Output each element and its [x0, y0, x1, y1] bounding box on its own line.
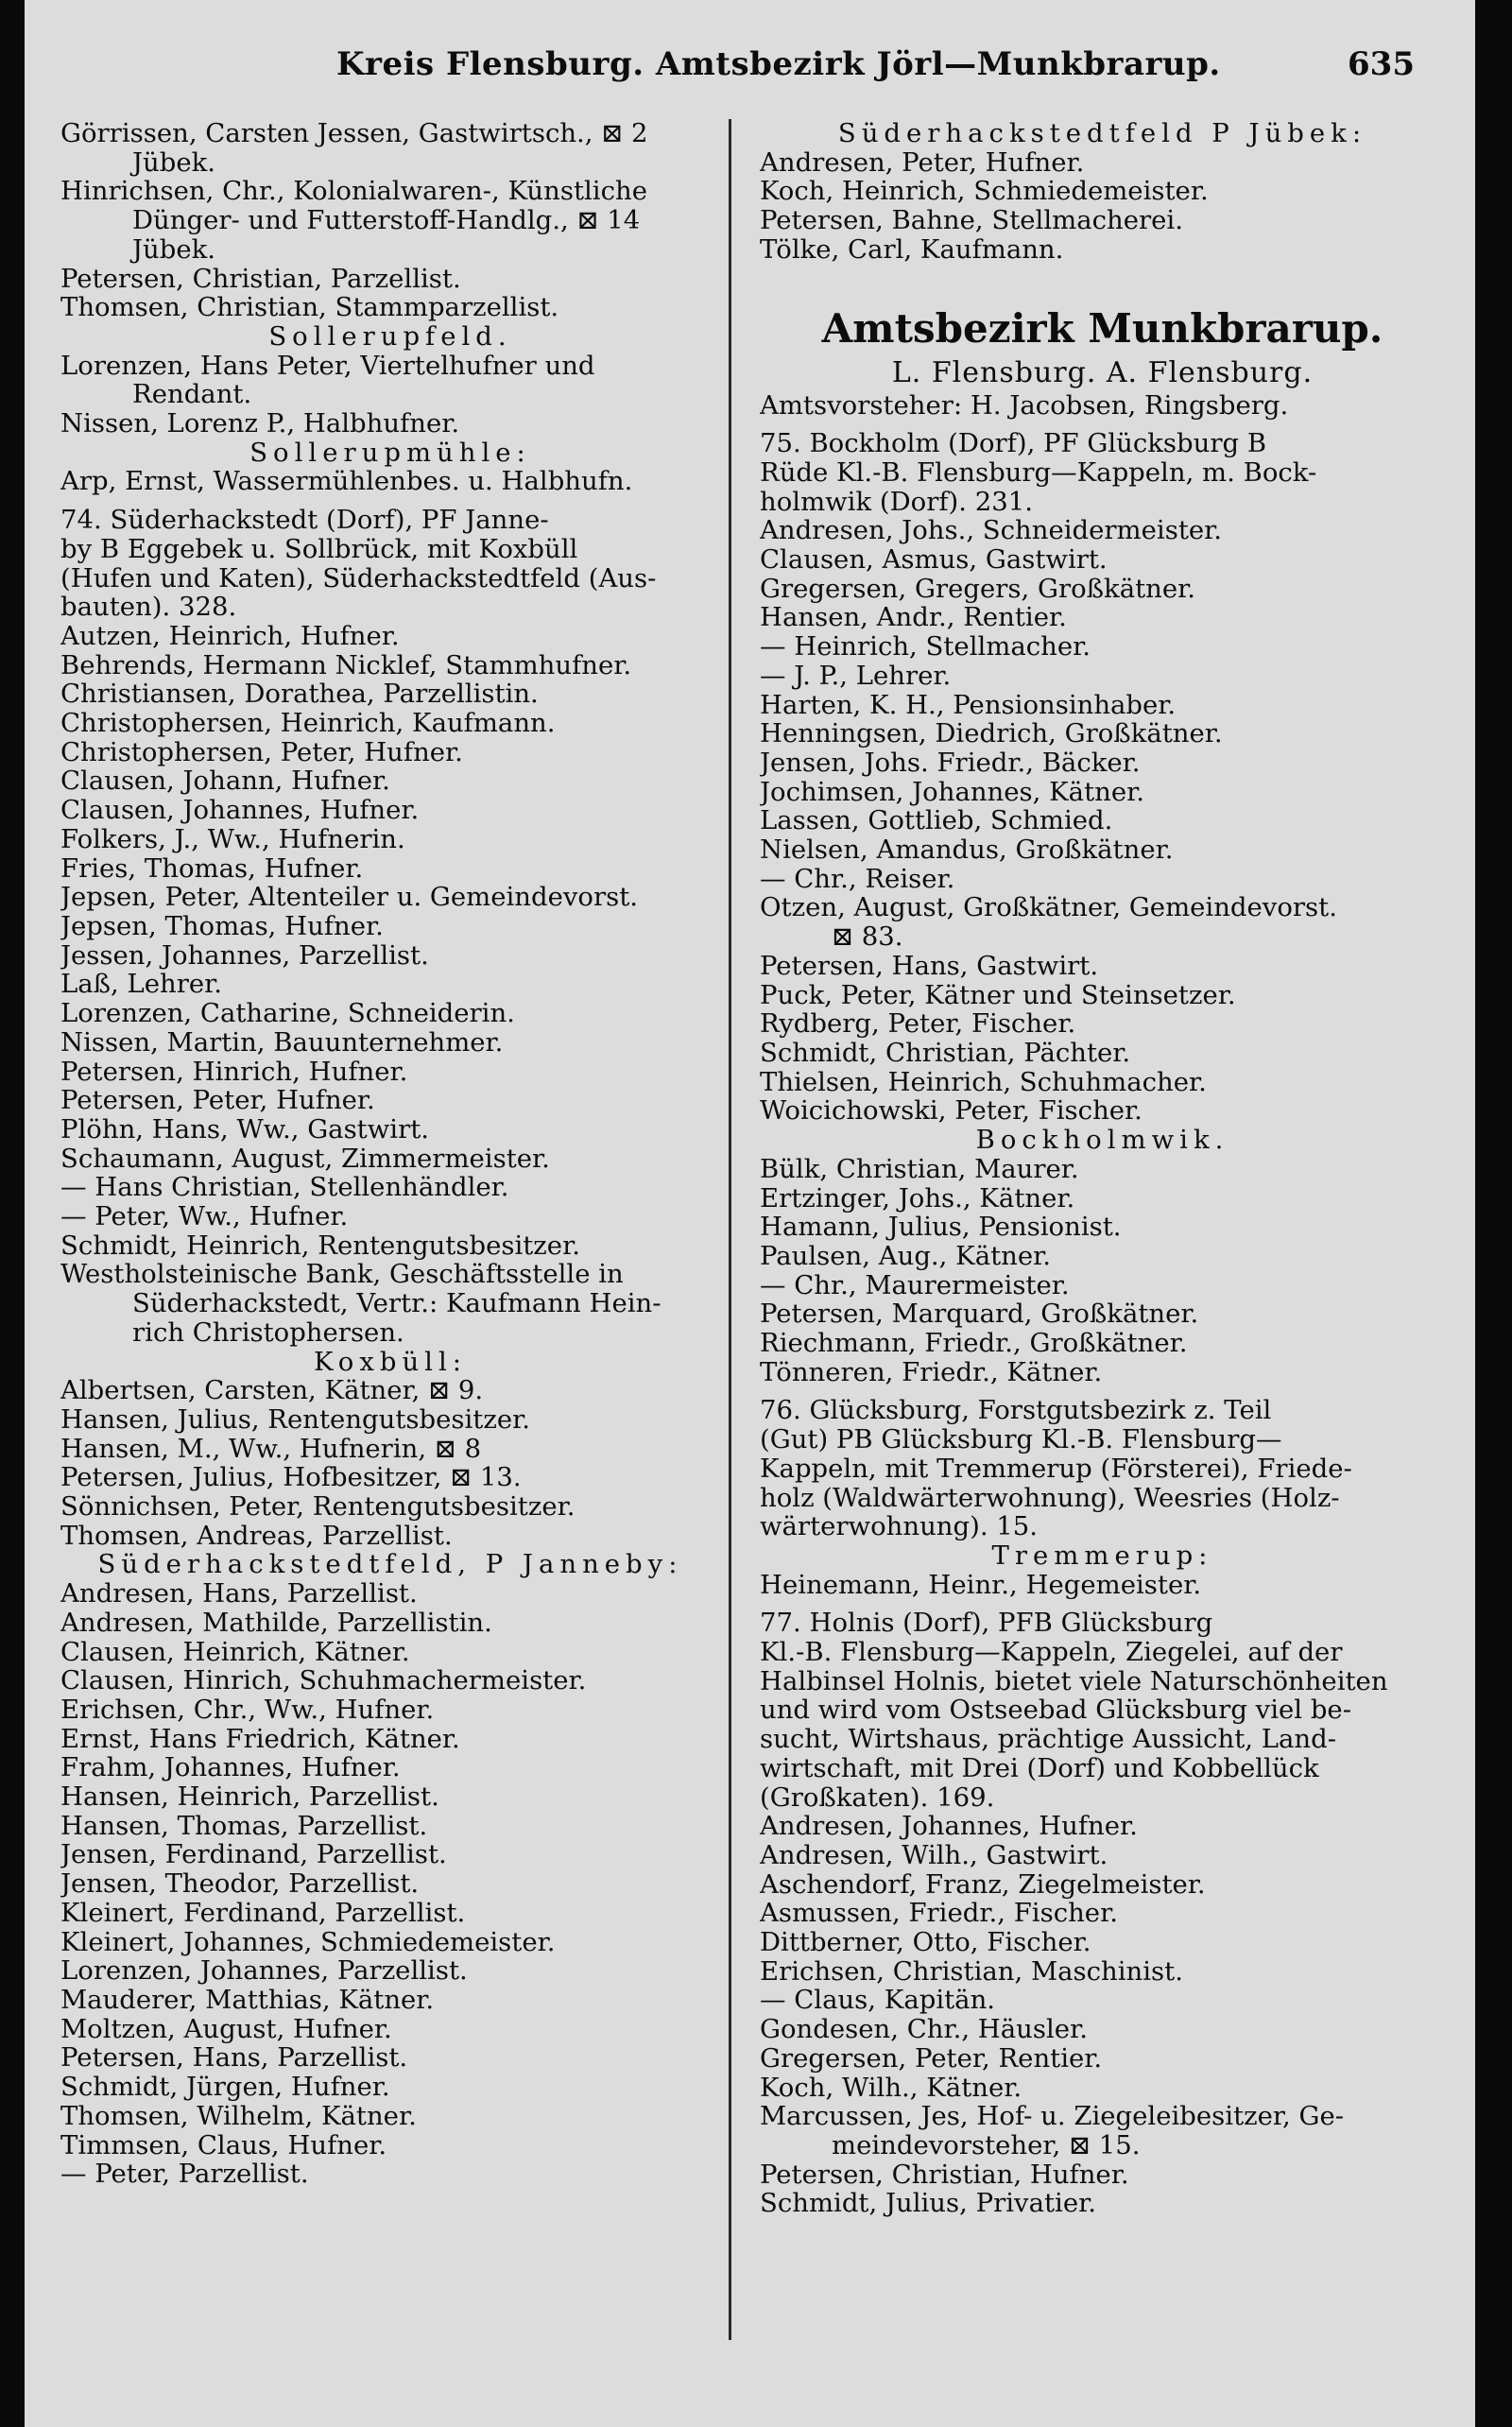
entry-line: Schaumann, August, Zimmermeister.	[60, 1144, 550, 1174]
entry-line: Harten, K. H., Pensionsinhaber.	[760, 690, 1177, 720]
district-subheading: L. Flensburg. A. Flensburg.	[891, 355, 1314, 389]
entry-line: Koch, Heinrich, Schmiedemeister.	[760, 177, 1209, 207]
entry-line: Arp, Ernst, Wassermühlenbes. u. Halbhufn.	[60, 467, 633, 497]
entry-line: Bülk, Christian, Maurer.	[760, 1154, 1079, 1184]
entry-line: ⊠ 83.	[832, 922, 903, 952]
entry-line: Ertzinger, Johs., Kätner.	[760, 1183, 1075, 1214]
entry-line: Petersen, Hans, Gastwirt.	[760, 951, 1099, 981]
spacer	[760, 1386, 1445, 1396]
entry-line: Folkers, J., Ww., Hufnerin.	[60, 824, 405, 854]
entry-line: Hansen, M., Ww., Hufnerin, ⊠ 8	[60, 1434, 482, 1464]
entry-line: Hinrichsen, Chr., Kolonialwaren-, Künstliche	[60, 177, 647, 207]
entry-line: Jensen, Ferdinand, Parzellist.	[60, 1840, 447, 1870]
page-number: 635	[1348, 45, 1415, 83]
entry-line: Thomsen, Wilhelm, Kätner.	[60, 2101, 417, 2131]
entry-line: — Heinrich, Stellmacher.	[760, 632, 1091, 662]
page-title: Kreis Flensburg. Amtsbezirk Jörl—Munkbrarup.	[336, 45, 1221, 83]
entry-line: Thomsen, Andreas, Parzellist.	[60, 1521, 453, 1551]
entry-line: Paulsen, Aug., Kätner.	[760, 1241, 1051, 1271]
entry-line: Tölke, Carl, Kaufmann.	[760, 234, 1064, 265]
entry-line: Rüde Kl.-B. Flensburg—Kappeln, m. Bock-	[760, 457, 1317, 488]
entry-line: Nielsen, Amandus, Großkätner.	[760, 835, 1174, 865]
entry-line: Tönneren, Friedr., Kätner.	[760, 1357, 1103, 1387]
entry-line: Lorenzen, Johannes, Parzellist.	[60, 1956, 468, 1986]
entry-line: Petersen, Christian, Parzellist.	[60, 264, 461, 294]
entry-line: Schmidt, Christian, Pächter.	[760, 1038, 1131, 1068]
spacer	[760, 420, 1445, 429]
entry-line: Hansen, Julius, Rentengutsbesitzer.	[60, 1404, 530, 1435]
entry-line: Hansen, Thomas, Parzellist.	[60, 1811, 428, 1841]
entry-line: — Peter, Ww., Hufner.	[60, 1202, 349, 1231]
entry-line: Kappeln, mit Tremmerup (Försterei), Friede-	[760, 1454, 1352, 1484]
entry-line: Christiansen, Dorathea, Parzellistin.	[60, 680, 539, 710]
entry-line: (Großkaten). 169.	[760, 1782, 995, 1813]
entry-line: Clausen, Hinrich, Schuhmachermeister.	[60, 1666, 587, 1695]
entry-line: rich Christophersen.	[132, 1317, 404, 1348]
entry-line: Lorenzen, Catharine, Schneiderin.	[60, 999, 515, 1028]
entry-line: Rendant.	[132, 380, 252, 410]
entry-line: — Peter, Parzellist.	[60, 2160, 309, 2189]
directory-page	[25, 0, 1475, 2427]
entry-line: Petersen, Peter, Hufner.	[60, 1086, 375, 1115]
entry-line: Ernst, Hans Friedrich, Kätner.	[60, 1724, 460, 1754]
column-divider	[729, 119, 731, 2340]
left-column	[60, 119, 720, 2189]
entry-line: Jensen, Johs. Friedr., Bäcker.	[760, 748, 1141, 778]
entry-line: meindevorsteher, ⊠ 15.	[832, 2131, 1141, 2160]
entry-line: — J. P., Lehrer.	[760, 661, 952, 691]
entry-line: Schmidt, Jürgen, Hufner.	[60, 2073, 390, 2102]
locality-heading: Koxbüll:	[313, 1347, 468, 1377]
entry-line: Andresen, Wilh., Gastwirt.	[760, 1840, 1108, 1870]
entry-line: Kleinert, Johannes, Schmiedemeister.	[60, 1927, 556, 1957]
page-header	[25, 45, 1475, 89]
entry-line: Andresen, Mathilde, Parzellistin.	[60, 1608, 492, 1638]
entry-line: Westholsteinische Bank, Geschäftsstelle in	[60, 1260, 624, 1290]
entry-line: Otzen, August, Großkätner, Gemeindevorst.	[760, 893, 1337, 923]
entry-line: Christophersen, Peter, Hufner.	[60, 737, 463, 767]
entry-line: Moltzen, August, Hufner.	[60, 2014, 392, 2044]
entry-line: Andresen, Peter, Hufner.	[760, 147, 1085, 178]
entry-line: Heinemann, Heinr., Hegemeister.	[760, 1570, 1202, 1600]
entry-line: Kleinert, Ferdinand, Parzellist.	[60, 1898, 466, 1928]
entry-line: Andresen, Johannes, Hufner.	[760, 1812, 1138, 1841]
entry-line: Schmidt, Julius, Privatier.	[760, 2189, 1096, 2219]
entry-line: Autzen, Heinrich, Hufner.	[60, 621, 400, 651]
entry-line: Marcussen, Jes, Hof- u. Ziegeleibesitzer, Ge-	[760, 2102, 1345, 2131]
entry-line: Albertsen, Carsten, Kätner, ⊠ 9.	[60, 1376, 484, 1405]
entry-line: Dittberner, Otto, Fischer.	[760, 1928, 1091, 1957]
entry-line: Hamann, Julius, Pensionist.	[760, 1213, 1122, 1242]
entry-line: Jepsen, Thomas, Hufner.	[60, 911, 384, 941]
entry-line: und wird vom Ostseebad Glücksburg viel be-	[760, 1695, 1351, 1726]
entry-line: Behrends, Hermann Nicklef, Stammhufner.	[60, 650, 632, 680]
entry-line: Petersen, Julius, Hofbesitzer, ⊠ 13.	[60, 1463, 522, 1493]
entry-line: — Chr., Maurermeister.	[760, 1270, 1070, 1300]
entry-line: Nissen, Lorenz P., Halbhufner.	[60, 409, 460, 439]
locality-heading: Bockholmwik.	[975, 1126, 1229, 1155]
place-entry-heading: 74. Süderhackstedt (Dorf), PF Janne-	[60, 506, 549, 535]
entry-line: Thielsen, Heinrich, Schuhmacher.	[760, 1067, 1207, 1097]
entry-line: Clausen, Asmus, Gastwirt.	[760, 545, 1108, 575]
entry-line: Lassen, Gottlieb, Schmied.	[760, 806, 1113, 836]
entry-line: Gondesen, Chr., Häusler.	[760, 2015, 1088, 2044]
entry-line: Mauderer, Matthias, Kätner.	[60, 1986, 435, 2015]
entry-line: Jepsen, Peter, Altenteiler u. Gemeindevorst.	[60, 883, 639, 912]
locality-heading: Sollerupmühle:	[249, 438, 531, 468]
entry-line: holz (Waldwärterwohnung), Weesries (Holz-	[760, 1483, 1340, 1513]
entry-line: Frahm, Johannes, Hufner.	[60, 1753, 401, 1783]
entry-line: (Hufen und Katen), Süderhackstedtfeld (Aus-	[60, 563, 657, 594]
entry-line: wärterwohnung). 15.	[760, 1512, 1039, 1541]
entry-line: Sönnichsen, Peter, Rentengutsbesitzer.	[60, 1492, 576, 1522]
entry-line: Puck, Peter, Kätner und Steinsetzer.	[760, 980, 1236, 1010]
entry-line: Andresen, Johs., Schneidermeister.	[760, 516, 1223, 546]
entry-line: — Chr., Reiser.	[760, 864, 955, 894]
spacer	[60, 496, 720, 506]
locality-heading: Sollerupfeld.	[268, 321, 512, 352]
locality-heading: Tremmerup:	[991, 1541, 1213, 1571]
entry-line: Clausen, Johannes, Hufner.	[60, 796, 420, 825]
entry-line: — Hans Christian, Stellenhändler.	[60, 1173, 509, 1203]
locality-heading: Süderhackstedtfeld P Jübek:	[837, 119, 1367, 148]
place-entry-heading: 76. Glücksburg, Forstgutsbezirk z. Teil	[760, 1396, 1272, 1426]
entry-line: Nissen, Martin, Bauunternehmer.	[60, 1027, 504, 1058]
entry-line: Petersen, Bahne, Stellmacherei.	[760, 206, 1183, 235]
entry-line: Petersen, Hinrich, Hufner.	[60, 1057, 408, 1087]
locality-heading: Süderhackstedtfeld, P Janneby:	[97, 1550, 683, 1580]
entry-line: (Gut) PB Glücksburg Kl.-B. Flensburg—	[760, 1425, 1282, 1454]
entry-line: Petersen, Hans, Parzellist.	[60, 2043, 408, 2074]
entry-line: Henningsen, Diedrich, Großkätner.	[760, 719, 1223, 749]
entry-line: Halbinsel Holnis, bietet viele Naturschönheiten	[760, 1666, 1388, 1696]
entry-line: Laß, Lehrer.	[60, 970, 223, 1000]
entry-line: Fries, Thomas, Hufner.	[60, 853, 364, 884]
district-heading: Amtsbezirk Munkbrarup.	[821, 304, 1383, 352]
entry-line: Dünger- und Futterstoff-Handlg., ⊠ 14	[132, 206, 641, 235]
spacer	[760, 1599, 1445, 1609]
entry-line: sucht, Wirtshaus, prächtige Aussicht, Land-	[760, 1725, 1336, 1754]
entry-line: Clausen, Johann, Hufner.	[60, 766, 390, 797]
entry-line: Timmsen, Claus, Hufner.	[60, 2130, 387, 2160]
entry-line: Christophersen, Heinrich, Kaufmann.	[60, 709, 556, 738]
entry-line: Riechmann, Friedr., Großkätner.	[760, 1329, 1188, 1358]
entry-line: Gregersen, Gregers, Großkätner.	[760, 574, 1196, 604]
entry-line: Gregersen, Peter, Rentier.	[760, 2043, 1103, 2074]
entry-line: Jessen, Johannes, Parzellist.	[60, 940, 429, 971]
entry-line: Rydberg, Peter, Fischer.	[760, 1009, 1076, 1039]
entry-line: Erichsen, Chr., Ww., Hufner.	[60, 1695, 435, 1725]
entry-line: Süderhackstedt, Vertr.: Kaufmann Hein-	[132, 1289, 662, 1318]
entry-line: Petersen, Christian, Hufner.	[760, 2160, 1129, 2190]
entry-line: Erichsen, Christian, Maschinist.	[760, 1956, 1183, 1987]
entry-line: Görrissen, Carsten Jessen, Gastwirtsch., ⊠ 2	[60, 119, 648, 148]
entry-line: Andresen, Hans, Parzellist.	[60, 1579, 418, 1609]
entry-line: holmwik (Dorf). 231.	[760, 487, 1033, 517]
entry-line: Plöhn, Hans, Ww., Gastwirt.	[60, 1114, 430, 1145]
entry-line: Jübek.	[132, 147, 216, 178]
entry-line: Asmussen, Friedr., Fischer.	[760, 1899, 1118, 1929]
entry-line: Jensen, Theodor, Parzellist.	[60, 1869, 420, 1899]
entry-line: Jochimsen, Johannes, Kätner.	[760, 777, 1144, 807]
entry-line: Amtsvorsteher: H. Jacobsen, Ringsberg.	[760, 390, 1289, 421]
entry-line: Hansen, Andr., Rentier.	[760, 603, 1067, 633]
entry-line: Clausen, Heinrich, Kätner.	[60, 1637, 410, 1667]
entry-line: bauten). 328.	[60, 593, 237, 622]
entry-line: Schmidt, Heinrich, Rentengutsbesitzer.	[60, 1231, 580, 1261]
entry-line: — Claus, Kapitän.	[760, 1986, 996, 2016]
entry-line: by B Eggebek u. Sollbrück, mit Koxbüll	[60, 534, 578, 564]
entry-line: wirtschaft, mit Drei (Dorf) und Kobbellück	[760, 1753, 1319, 1783]
entry-line: Hansen, Heinrich, Parzellist.	[60, 1782, 439, 1812]
entry-line: Petersen, Marquard, Großkätner.	[760, 1300, 1199, 1330]
entry-line: Koch, Wilh., Kätner.	[760, 2073, 1022, 2103]
right-column	[760, 119, 1445, 2218]
place-entry-heading: 77. Holnis (Dorf), PFB Glücksburg	[760, 1609, 1213, 1639]
entry-line: Aschendorf, Franz, Ziegelmeister.	[760, 1869, 1206, 1900]
entry-line: Lorenzen, Hans Peter, Viertelhufner und	[60, 351, 595, 381]
entry-line: Woicichowski, Peter, Fischer.	[760, 1096, 1143, 1127]
entry-line: Thomsen, Christian, Stammparzellist.	[60, 293, 559, 322]
place-entry-heading: 75. Bockholm (Dorf), PF Glücksburg B	[760, 429, 1267, 458]
entry-line: Jübek.	[132, 234, 216, 265]
entry-line: Kl.-B. Flensburg—Kappeln, Ziegelei, auf der	[760, 1638, 1343, 1667]
